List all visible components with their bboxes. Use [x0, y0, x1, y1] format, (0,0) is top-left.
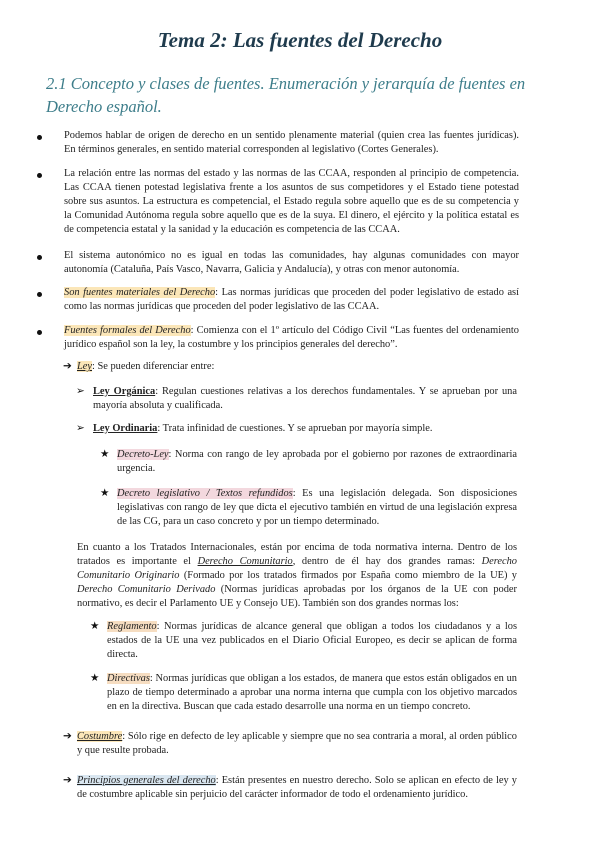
text-material-sources: : Las normas jurídicas que proceden del poder legislativo de estado así como las normas jurídicas que proceden del poder legislativo de las CCAA.	[64, 287, 519, 312]
text-ley-ordinaria: : Trata infinidad de cuestiones. Y se aprueban por mayoría simple.	[157, 423, 433, 434]
text-tratados-3: (Formado por los tratados firmados por España como miembro de la UE) y	[179, 570, 517, 581]
term-ley: Ley	[77, 361, 93, 372]
page-title: Tema 2: Las fuentes del Derecho	[157, 28, 443, 52]
paragraph-principios	[77, 774, 517, 802]
term-derecho-derivado: Derecho Comunitario Derivado	[77, 584, 216, 595]
term-derecho-originario: Derecho Comunitario Originario	[77, 556, 517, 581]
term-decreto-ley: Decreto-Ley	[117, 449, 169, 460]
star-icon: ★	[90, 673, 100, 684]
arrow-icon: ➔	[63, 775, 72, 786]
term-decreto-legislativo: Decreto legislativo / Textos refundidos	[117, 488, 293, 499]
bullet-dot	[37, 255, 42, 260]
text-costumbre: : Sólo rige en defecto de ley aplicable y siempre que no sea contraria a moral, al orden público y que resulte probada.	[77, 731, 517, 756]
star-icon: ★	[100, 449, 110, 460]
text-decreto-ley: : Norma con rango de ley aprobada por el gobierno por razones de extraordinaria urgencia.	[117, 449, 517, 474]
text-tratados-2: , dentro de él hay dos grandes ramas:	[292, 556, 482, 567]
paragraph-ley-organica	[93, 385, 517, 413]
bullet-dot	[37, 292, 42, 297]
term-ley-ordinaria: Ley Ordinaria	[93, 423, 158, 434]
paragraph-material-sources	[64, 286, 519, 314]
section-heading: 2.1 Concepto y clases de fuentes. Enumeración y jerarquía de fuentes en Derecho español.	[46, 74, 526, 116]
bullet-dot	[37, 173, 42, 178]
paragraph-competence: La relación entre las normas del estado y las normas de las CCAA, responden al principio de competencia. Las CCAA tienen potestad legislativa frente a los asuntos de sus competidores y el Estado tiene potestad sobre sus asuntos. La estructura es competencial, el Estado regula sobre aquello que es de su competencia y la Comunidad Autónoma regula sobre aquello que es de la suya. El dinero, el ejército y la política estatal es de competencia estatal y la sanidad y la educación es competencia de las CCAA.	[64, 168, 519, 235]
triangle-arrow-icon: ➢	[76, 423, 85, 434]
text-tratados-1: En cuanto a los Tratados Internacionales, están por encima de toda normativa interna. Dentro de los tratados es importante el	[77, 542, 517, 567]
term-directivas: Directivas	[107, 673, 150, 684]
bullet-dot	[37, 135, 42, 140]
term-reglamento: Reglamento	[107, 621, 157, 632]
text-ley: : Se pueden diferenciar entre:	[92, 361, 215, 372]
term-principios-generales: Principios generales del derecho	[77, 775, 216, 786]
text-formal-sources: : Comienza con el 1º artículo del Código Civil “Las fuentes del ordenamiento jurídico español son la ley, la costumbre y los principios generales del derecho”.	[64, 325, 519, 350]
term-derecho-comunitario: Derecho Comunitario	[197, 556, 293, 567]
bullet-dot	[37, 330, 42, 335]
star-icon: ★	[100, 488, 110, 499]
paragraph-ley-ordinaria	[93, 422, 517, 436]
text-tratados-4: (Normas jurídicas aprobadas por los órganos de la UE con poder normativo, es decir el Parlamento UE y Consejo UE). También son dos grandes normas los:	[77, 584, 517, 609]
term-ley-organica: Ley Orgánica	[93, 386, 156, 397]
paragraph-formal-sources	[64, 324, 519, 352]
paragraph-ley	[77, 360, 517, 374]
paragraph-decreto-legislativo	[117, 487, 517, 529]
term-costumbre: Costumbre	[77, 731, 123, 742]
term-formal-sources: Fuentes formales del Derecho	[64, 325, 191, 336]
paragraph-autonomy: El sistema autonómico no es igual en todas las comunidades, hay algunas comunidades con mayor autonomía (Cataluña, País Vasco, Navarra, Galicia y Andalucía), y otras con menor autonomía.	[64, 250, 519, 275]
paragraph-directivas	[107, 672, 517, 714]
text-principios-generales: : Están presentes en nuestro derecho. Solo se aplican en efecto de ley y de costumbre aplicable sin perjuicio del carácter informador de todo el ordenamiento jurídico.	[77, 775, 517, 800]
paragraph-costumbre	[77, 730, 517, 758]
term-material-sources: Son fuentes materiales del Derecho	[64, 287, 216, 298]
paragraph-reglamento	[107, 620, 517, 662]
text-reglamento: : Normas jurídicas de alcance general que obligan a todos los ciudadanos y a los estados de la UE una vez publicados en el Diario Oficial Europeo, es decir se aplican de forma directa.	[107, 621, 517, 660]
arrow-icon: ➔	[63, 361, 72, 372]
star-icon: ★	[90, 621, 100, 632]
paragraph-tratados	[77, 541, 517, 611]
text-directivas: : Normas jurídicas que obligan a los estados, de manera que estos están obligados en un plazo de tiempo determinado a aprobar una norma interna que cumpla con los objetivo marcados en en la directiva. Buscan que cada estado desarrolle una norma en un tiempo concreto.	[107, 673, 517, 712]
text-ley-organica: : Regulan cuestiones relativas a los derechos fundamentales. Y se aprueban por una mayoría absoluta y cualificada.	[93, 386, 517, 411]
paragraph-material-origin: Podemos hablar de origen de derecho en un sentido plenamente material (quien crea las fuentes jurídicas). En términos generales, en sentido material corresponden al legislativo (Cortes Generales).	[64, 130, 519, 155]
text-decreto-legislativo: : Es una legislación delegada. Son disposiciones legislativas con rango de ley que dicta el ejecutivo también en virtud de una legislación expresa de las CG, para un caso concreto y por un tiempo determinado.	[117, 488, 517, 527]
paragraph-decreto-ley	[117, 448, 517, 476]
arrow-icon: ➔	[63, 731, 72, 742]
triangle-arrow-icon: ➢	[76, 386, 85, 397]
